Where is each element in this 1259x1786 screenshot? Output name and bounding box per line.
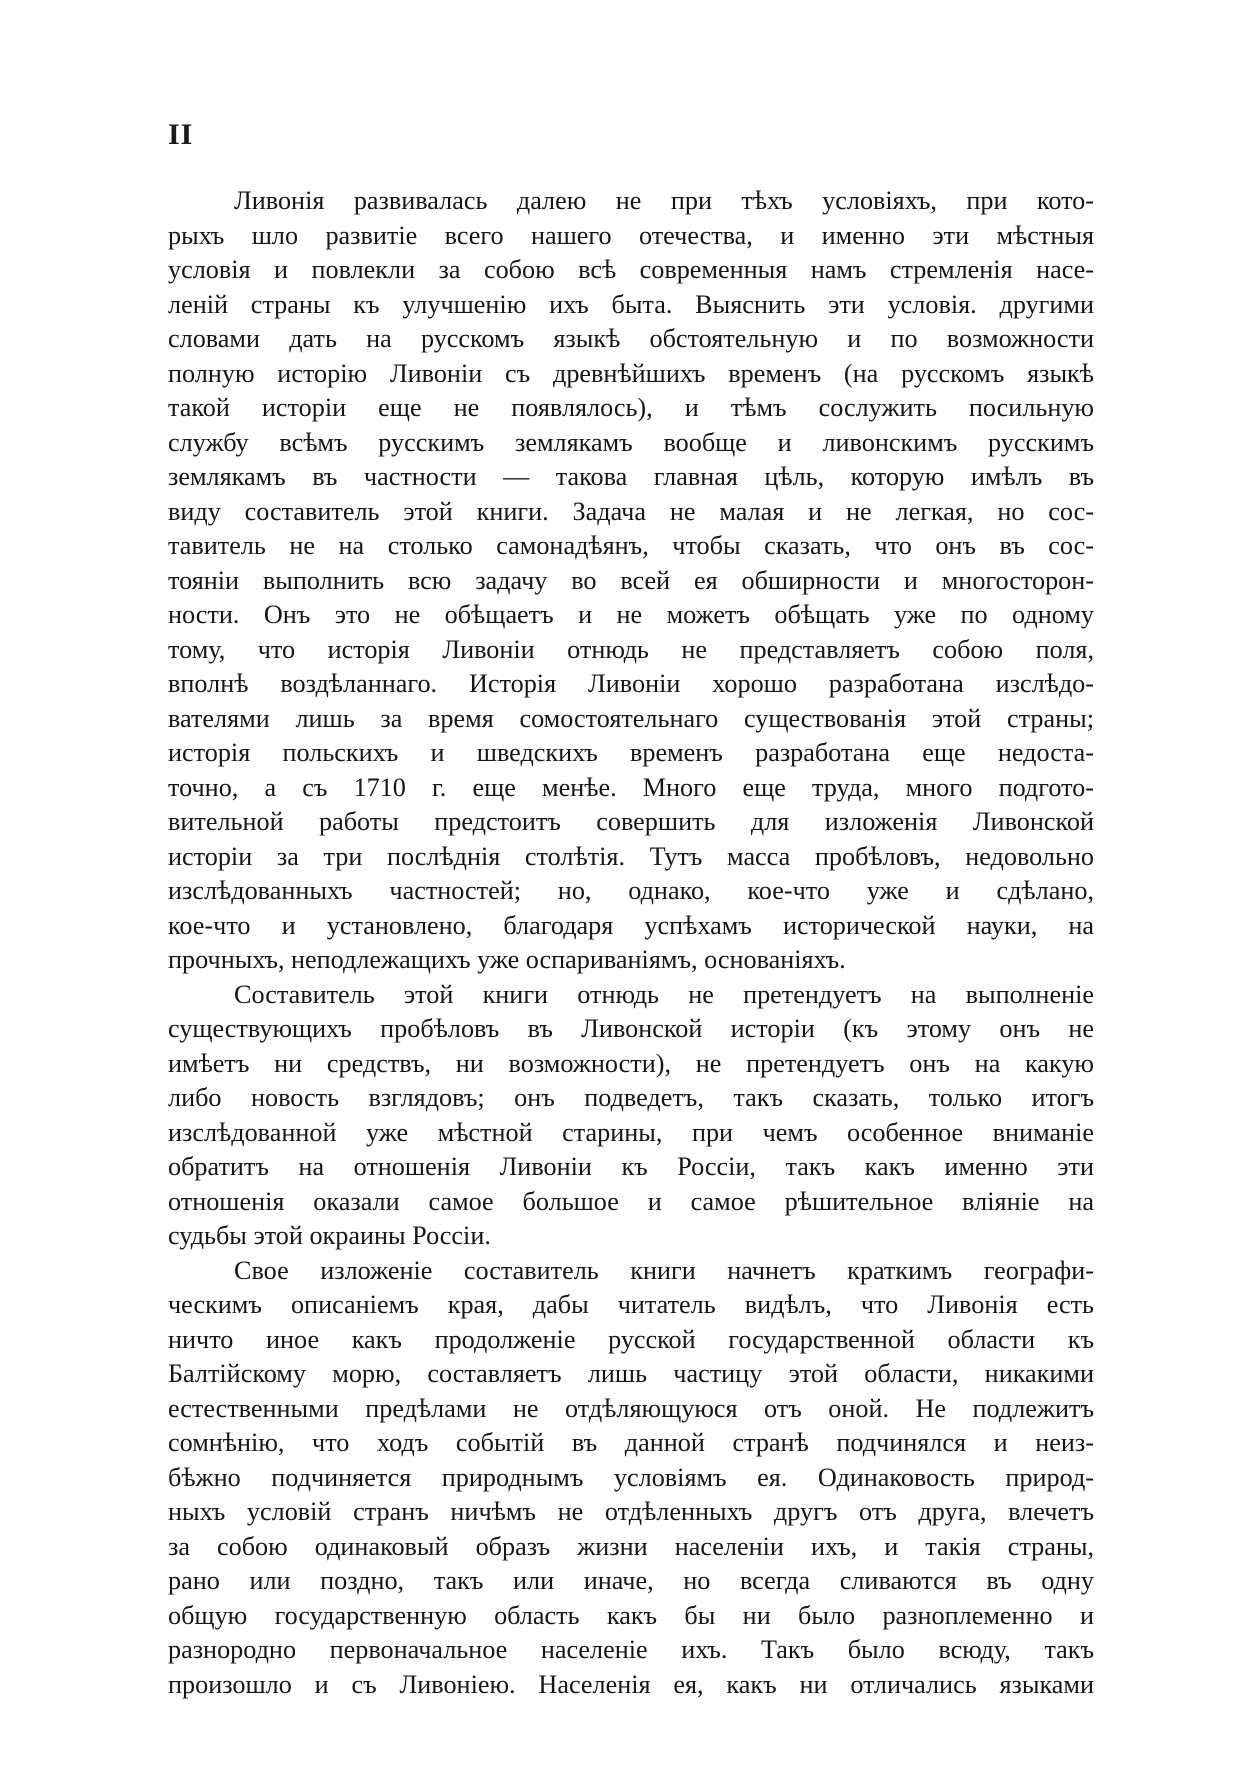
text-line: вателями лишь за время сомостоятельнаго существованія этой страны; [168,703,1094,733]
text-line: обратитъ на отношенія Ливоніи къ Россіи, такъ какъ именно эти [168,1152,1094,1181]
text-line: изслѣдованныхъ частностей; но, однако, кое-что уже и сдѣлано, [168,876,1094,905]
text-line: за собою одинаковый образъ жизни населеніи ихъ, и такія страны, [168,1531,1094,1561]
text-line: судьбы этой окраины Россіи. [168,1221,491,1250]
page-number: II [168,118,194,151]
text-line: условія и повлекли за собою всѣ современныя намъ стремленія насе- [168,255,1094,284]
text-line: ничто иное какъ продолженіе русской государственной области къ [168,1324,1094,1354]
text-line: бѣжно подчиняется природнымъ условіямъ ея. Одинаковость природ- [168,1462,1094,1492]
text-line: Балтійскому морю, составляетъ лишь частицу этой области, никакими [168,1359,1094,1388]
text-line: Ливонія развивалась далею не при тѣхъ условіяхъ, при кото- [234,186,1094,215]
text-line: сомнѣнію, что ходъ событій въ данной странѣ подчинялся и неиз- [168,1428,1094,1457]
text-line: имѣетъ ни средствъ, ни возможности), не претендуетъ онъ на какую [168,1048,1094,1078]
text-line: ности. Онъ это не обѣщаетъ и не можетъ обѣщать уже по одному [168,600,1094,629]
text-line: тояніи выполнить всю задачу во всей ея обширности и многосторон- [168,565,1094,595]
text-line: такой исторіи еще не появлялось), и тѣмъ сослужить посильную [168,393,1094,422]
paragraph-1 [168,184,1094,978]
text-line: леній страны къ улучшенію ихъ быта. Выяснить эти условія. другими [168,289,1094,319]
text-line: землякамъ въ частности — такова главная цѣль, которую имѣлъ въ [168,462,1094,491]
text-line: службу всѣмъ русскимъ землякамъ вообще и ливонскимъ русскимъ [168,427,1094,457]
text-line: Свое изложеніе составитель книги начнетъ краткимъ географи- [234,1255,1094,1285]
paragraph-3 [168,1254,1094,1703]
text-line: исторіи за три послѣднія столѣтія. Тутъ масса пробѣловъ, недовольно [168,841,1094,871]
body-text [168,184,1094,1702]
paragraph-2 [168,978,1094,1254]
text-line: полную исторію Ливоніи съ древнѣйшихъ временъ (на русскомъ языкѣ [168,358,1094,388]
text-line: общую государственную область какъ бы ни было разноплеменно и [168,1600,1094,1630]
text-line: точно, а съ 1710 г. еще менѣе. Много еще труда, много подгото- [168,772,1094,802]
text-line: рыхъ шло развитіе всего нашего отечества, и именно эти мѣстныя [168,220,1094,250]
text-line: произошло и съ Ливоніею. Населенія ея, какъ ни отличались языками [168,1669,1094,1699]
text-line: либо новость взглядовъ; онъ подведетъ, такъ сказать, только итогъ [168,1083,1094,1112]
text-line: тавитель не на столько самонадѣянъ, чтобы сказать, что онъ въ сос- [168,531,1094,560]
text-line: ческимъ описаніемъ края, дабы читатель видѣлъ, что Ливонія есть [168,1290,1094,1319]
text-line: изслѣдованной уже мѣстной старины, при чемъ особенное вниманіе [168,1117,1094,1147]
text-line: исторія польскихъ и шведскихъ временъ разработана еще недоста- [168,738,1094,767]
text-line: ныхъ условій странъ ничѣмъ не отдѣленныхъ другъ отъ друга, влечетъ [168,1497,1094,1526]
text-line: прочныхъ, неподлежащихъ уже оспариваніямъ, основаніяхъ. [168,945,846,974]
text-line: естественными предѣлами не отдѣляющуюся отъ оной. Не подлежитъ [168,1393,1094,1423]
text-line: вительной работы предстоитъ совершить для изложенія Ливонской [168,807,1094,836]
text-line: словами дать на русскомъ языкѣ обстоятельную и по возможности [168,324,1094,353]
text-line: тому, что исторія Ливоніи отнюдь не представляетъ собою поля, [168,634,1094,664]
text-line: разнородно первоначальное населеніе ихъ. Такъ было всюду, такъ [168,1635,1094,1664]
text-line: виду составитель этой книги. Задача не малая и не легкая, но сос- [168,496,1094,526]
text-line: Составитель этой книги отнюдь не претендуетъ на выполненіе [234,979,1094,1009]
text-line: вполнѣ воздѣланнаго. Исторія Ливоніи хорошо разработана изслѣдо- [168,669,1094,698]
text-line: существующихъ пробѣловъ въ Ливонской исторіи (къ этому онъ не [168,1014,1094,1043]
text-line: отношенія оказали самое большое и самое рѣшительное вліяніе на [168,1186,1094,1216]
text-line: кое-что и установлено, благодаря успѣхамъ исторической науки, на [168,910,1094,940]
text-line: рано или поздно, такъ или иначе, но всегда сливаются въ одну [168,1566,1094,1595]
